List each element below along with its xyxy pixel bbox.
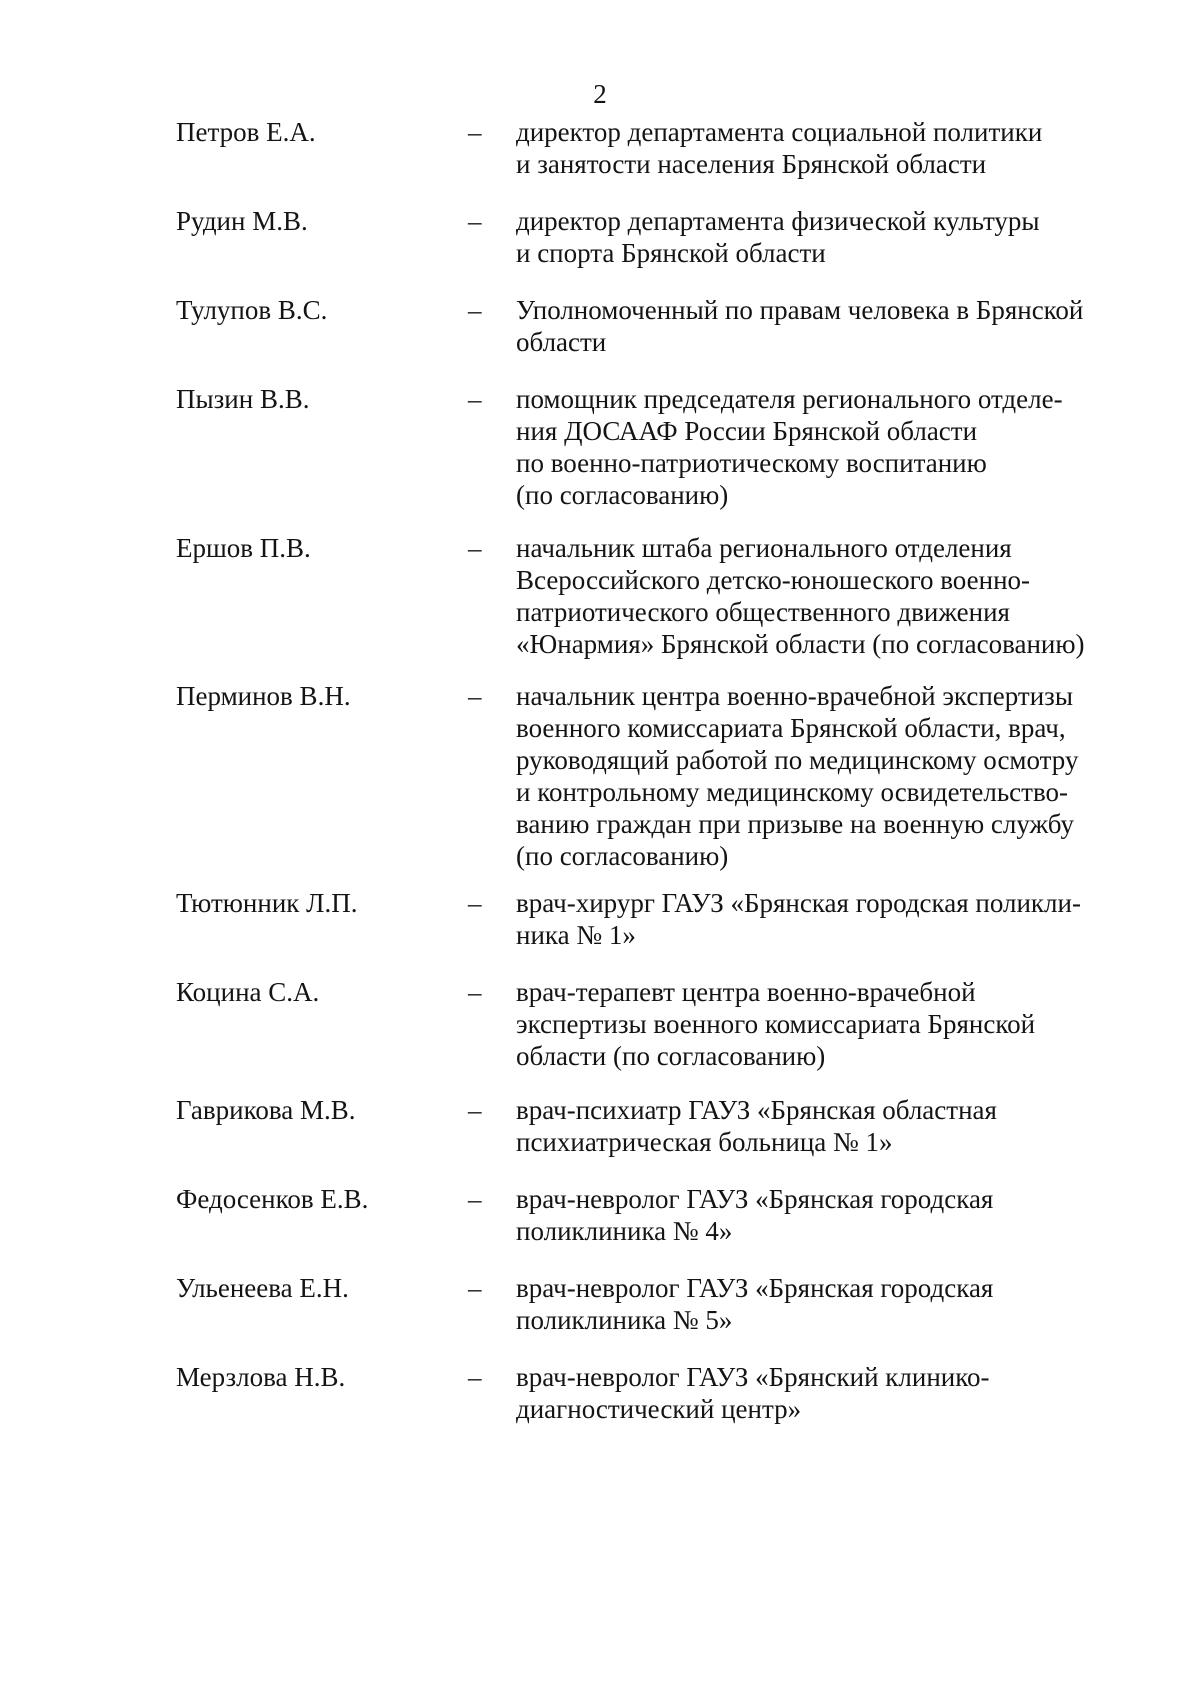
position-description: начальник штаба регионального отделения Всероссийского детско-юношеского военно- патриотического общественного движения «Юнармия» Брянской области (по согласованию) [516, 533, 1085, 659]
person-name: Мерзлова Н.В. [176, 1362, 346, 1392]
page-number: 2 [593, 79, 607, 109]
position-description: директор департамента физической культуры и спорта Брянской области [516, 206, 1040, 268]
position-description: врач-хирург ГАУЗ «Брянская городская поликли- ника № 1» [516, 888, 1081, 950]
dash-separator: – [468, 384, 482, 414]
dash-separator: – [468, 1184, 482, 1214]
position-description: врач-невролог ГАУЗ «Брянская городская поликлиника № 4» [516, 1184, 994, 1246]
dash-separator: – [468, 681, 482, 711]
person-name: Коцина С.А. [176, 977, 320, 1007]
person-name: Пызин В.В. [176, 384, 310, 414]
person-name: Гаврикова М.В. [176, 1095, 356, 1125]
position-description: начальник центра военно-врачебной экспертизы военного комиссариата Брянской области, врач, руководящий работой по медицинскому осмотру и контрольному медицинскому освидетельство- ванию граждан при призыве на военную службу (по согласованию) [516, 681, 1079, 871]
position-description: помощник председателя регионального отделе- ния ДОСААФ России Брянской области по военно-патриотическому воспитанию (по согласованию) [516, 384, 1063, 510]
position-description: врач-невролог ГАУЗ «Брянский клинико- диагностический центр» [516, 1362, 990, 1424]
person-name: Федосенков Е.В. [176, 1184, 369, 1214]
dash-separator: – [468, 533, 482, 563]
position-description: врач-невролог ГАУЗ «Брянская городская поликлиника № 5» [516, 1273, 994, 1335]
dash-separator: – [468, 888, 482, 918]
dash-separator: – [468, 1273, 482, 1303]
person-name: Петров Е.А. [176, 117, 316, 147]
person-name: Ершов П.В. [176, 533, 311, 563]
position-description: директор департамента социальной политики и занятости населения Брянской области [516, 117, 1043, 179]
dash-separator: – [468, 206, 482, 236]
person-name: Рудин М.В. [176, 206, 308, 236]
person-name: Перминов В.Н. [176, 681, 351, 711]
dash-separator: – [468, 1362, 482, 1392]
position-description: врач-психиатр ГАУЗ «Брянская областная психиатрическая больница № 1» [516, 1095, 997, 1157]
position-description: врач-терапевт центра военно-врачебной экспертизы военного комиссариата Брянской области (по согласованию) [516, 977, 1036, 1071]
dash-separator: – [468, 1095, 482, 1125]
dash-separator: – [468, 977, 482, 1007]
dash-separator: – [468, 295, 482, 325]
position-description: Уполномоченный по правам человека в Брянской области [516, 295, 1084, 357]
dash-separator: – [468, 117, 482, 147]
person-name: Ульенеева Е.Н. [176, 1273, 349, 1303]
person-name: Тулупов В.С. [176, 295, 328, 325]
person-name: Тютюнник Л.П. [176, 888, 358, 918]
